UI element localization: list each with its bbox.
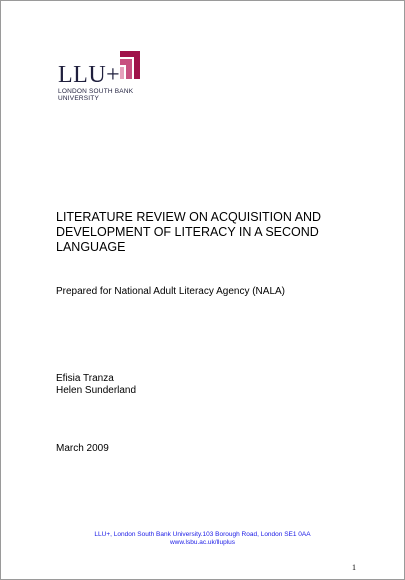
author-name: Helen Sunderland (56, 385, 137, 396)
title-line: LITERATURE REVIEW ON ACQUISITION AND (56, 210, 322, 224)
footer (1, 531, 404, 547)
authors (56, 373, 136, 397)
author-name: Efisia Tranza (56, 373, 114, 384)
document-title (56, 210, 356, 255)
logo-arrow-icon (120, 51, 140, 81)
prepared-for: Prepared for National Adult Literacy Agency (NALA) (56, 286, 286, 297)
title-line: LANGUAGE (56, 240, 126, 254)
logo-subtitle-line1: LONDON SOUTH BANK (58, 88, 134, 95)
llu-logo (58, 51, 168, 107)
publication-date: March 2009 (56, 443, 109, 454)
footer-address: LLU+, London South Bank University.103 Borough Road, London SE1 0AA (94, 531, 311, 538)
page-number: 1 (352, 563, 356, 572)
logo-wordmark: LLU+ (58, 62, 121, 88)
footer-website-link[interactable]: www.lsbu.ac.uk/lluplus (169, 539, 236, 546)
logo-subtitle-line2: UNIVERSITY (58, 95, 100, 102)
title-line: DEVELOPMENT OF LITERACY IN A SECOND (56, 225, 319, 239)
